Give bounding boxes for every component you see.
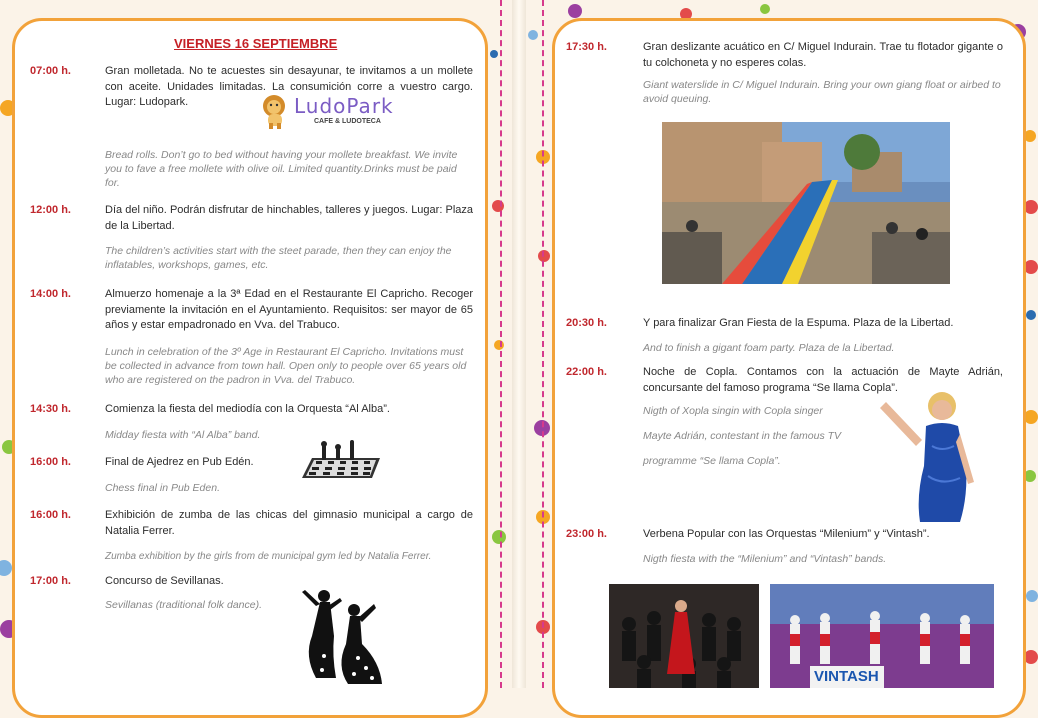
event-time: 20:30 h. [566,317,607,329]
logo-subtext: CAFE & LUDOTECA [314,118,381,125]
event-description-en: Sevillanas (traditional folk dance). [105,599,262,611]
logo-text: LudoPark [294,94,394,118]
singer-photo [876,386,980,522]
event-description-es: Almuerzo homenaje a la 3ª Edad en el Restaurante El Capricho. Recoger previamente la invitación en el Ayuntamiento. Requisitos: ser mayor de 65 años y estar empadronado en Vva. del Trabuco. [105,288,473,331]
event-time: 17:30 h. [566,41,607,53]
decor-dot [490,50,498,58]
event-description-en: Zumba exhibition by the girls from de municipal gym led by Natalia Ferrer. [105,551,432,562]
chess-board-icon [292,440,382,480]
event-description-es: Noche de Copla. Contamos con la actuación de Mayte Adrián, concursante del famoso programa “Se llama Copla”. [643,366,1003,394]
decor-dot [1024,260,1038,274]
event-description-en: Chess final in Pub Eden. [105,482,220,494]
event-description-en-line: Mayte Adrián, contestant in the famous TV [643,430,842,442]
decor-dot [492,530,506,544]
decor-dot [760,4,770,14]
event-description-es: Concurso de Sevillanas. [105,575,224,587]
event-description-en: Lunch in celebration of the 3º Age in Restaurant El Capricho. Invitations must be collected in advance from town hall. Open only to people over 65 years old who are registered on the padron in Vva. del Trabuco. [105,346,467,386]
event-description-es: Día del niño. Podrán disfrutar de hinchables, talleres y juegos. Lugar: Plaza de la Libertad. [105,204,473,232]
event-description-es: Final de Ajedrez en Pub Edén. [105,456,254,468]
decor-dot [568,4,582,18]
waterslide-photo [662,122,950,284]
decor-dot [1024,410,1038,424]
event-description-en: Bread rolls. Don’t go to bed without having your mollete breakfast. We invite you to fave a free mollete with olive oil. Limited quantity.Drinks must be paid for. [105,149,458,189]
decor-dot [492,200,504,212]
event-time: 14:30 h. [30,403,71,415]
event-description-es: Comienza la fiesta del mediodía con la Orquesta “Al Alba”. [105,403,390,415]
event-description-es: Y para finalizar Gran Fiesta de la Espuma. Plaza de la Libertad. [643,317,954,329]
event-time: 14:00 h. [30,288,71,300]
event-description-en: And to finish a gigant foam party. Plaza de la Libertad. [643,342,895,354]
decor-dot [494,340,504,350]
book-spine [512,0,526,688]
decor-dot [528,30,538,40]
ludopark-logo [258,92,408,132]
event-description-es: Exhibición de zumba de las chicas del gimnasio municipal a cargo de Natalia Ferrer. [105,509,473,537]
decor-dot [1024,200,1038,214]
event-time: 07:00 h. [30,65,71,77]
vintash-banner-text: VINTASH [814,668,879,685]
lion-mascot-icon [258,92,294,130]
milenium-band-photo [609,584,759,688]
event-description-en-line: Nigth of Xopla singin with Copla singer [643,405,823,417]
day-heading: VIERNES 16 SEPTIEMBRE [174,36,338,51]
event-description-en: The children’s activities start with the steet parade, then they can enjoy the inflatables, workshops, games, etc. [105,245,452,271]
event-description-en: Giant waterslide in C/ Miguel Indurain. Bring your own giang float or airbed to avoid queuing. [643,79,1001,105]
dashed-divider [542,0,544,688]
event-description-en-line: programme “Se llama Copla”. [643,455,781,467]
event-description-es: Verbena Popular con las Orquestas “Milenium” y “Vintash”. [643,528,930,540]
event-time: 23:00 h. [566,528,607,540]
flamenco-dancers-icon [296,586,386,686]
event-description-en: Nigth fiesta with the “Milenium” and “Vintash” bands. [643,553,887,565]
event-time: 12:00 h. [30,204,71,216]
vintash-band-photo [770,584,994,688]
event-time: 16:00 h. [30,456,71,468]
decor-dot [1026,590,1038,602]
event-description-es: Gran molletada. No te acuestes sin desayunar, te invitamos a un mollete con aceite. Unidades limitadas. La consumición corre a vuestro cargo. Lugar: Ludopark. [105,65,473,108]
event-description-es: Gran deslizante acuático en C/ Miguel Indurain. Trae tu flotador gigante o tu colchoneta y no esperes colas. [643,41,1003,69]
event-description-en: Midday fiesta with “Al Alba” band. [105,429,261,441]
decor-dot [538,250,550,262]
event-time: 22:00 h. [566,366,607,378]
decor-dot [1024,650,1038,664]
decor-dot [0,560,12,576]
decor-dot [1026,310,1036,320]
event-time: 17:00 h. [30,575,71,587]
event-time: 16:00 h. [30,509,71,521]
dashed-divider [500,0,502,688]
